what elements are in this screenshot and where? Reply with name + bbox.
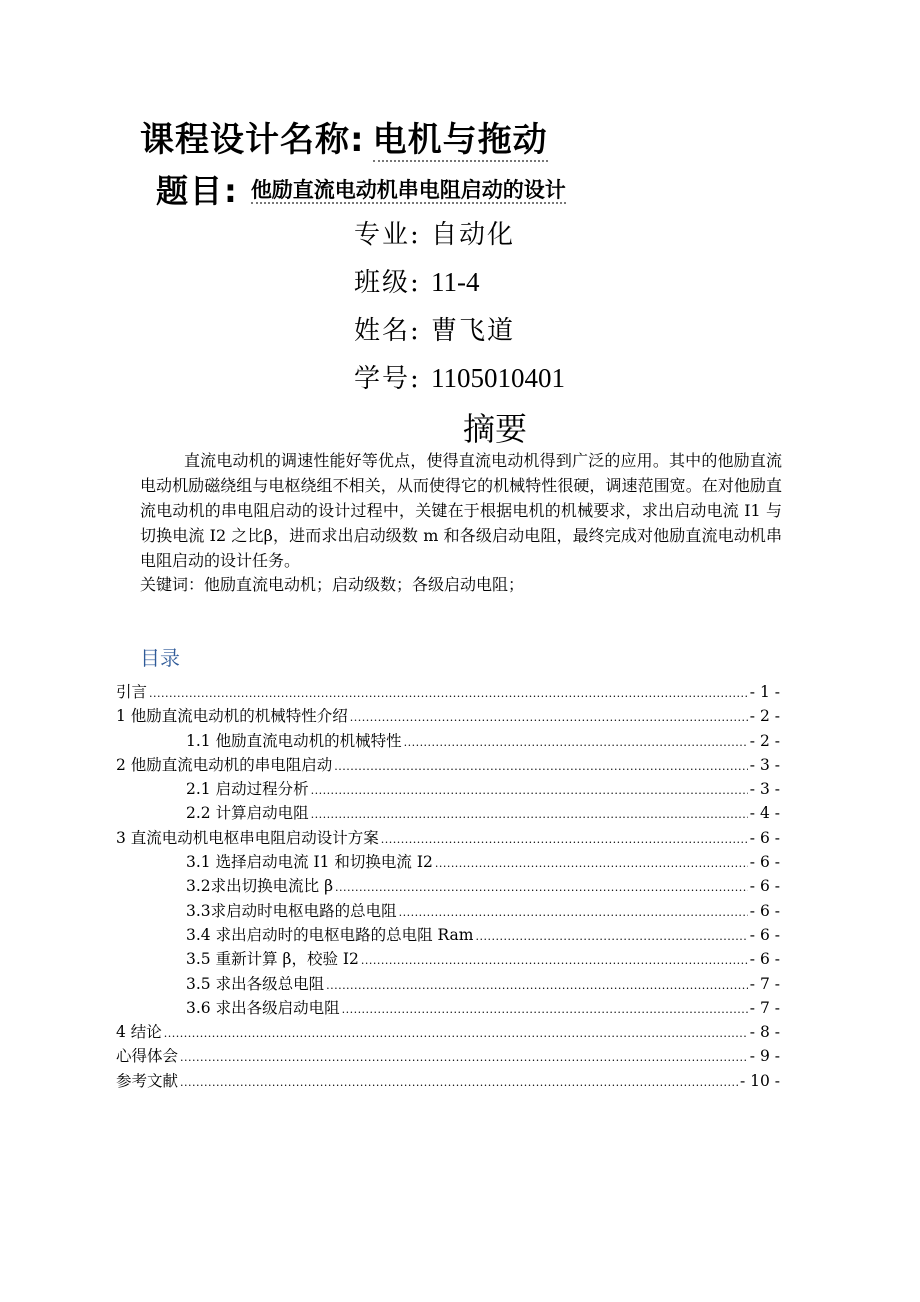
toc-entry-page: - 1 - [749,683,780,701]
info-value: 自动化 [431,220,516,250]
toc-entry[interactable] [116,826,780,850]
toc-entry[interactable] [116,947,780,971]
course-label: 课程设计名称: [140,120,365,160]
toc-dot-leader [311,808,748,821]
toc-entry[interactable] [116,972,780,996]
toc-entry-page: - 2 - [749,707,780,726]
toc-dot-leader [311,784,748,797]
toc-entry[interactable] [116,874,780,898]
toc-entry[interactable] [116,753,780,777]
toc-entry[interactable] [116,801,780,825]
toc-dot-leader [350,711,748,724]
toc-entry-page: - 10 - [739,1071,780,1090]
toc-entry-text: 引言 [116,683,148,701]
toc-dot-leader [404,736,748,749]
info-class [354,262,480,299]
toc-entry-page: - 3 - [749,780,780,799]
toc-entry-text: 3.2求出切换电流比 β [186,877,334,896]
toc-entry-text: 3.4 求出启动时的电枢电路的总电阻 Ram [186,925,474,944]
toc-entry-page: - 6 - [749,828,780,847]
toc-entry-page: - 2 - [749,731,780,750]
toc-entry-text: 3 直流电动机电枢串电阻启动设计方案 [116,828,379,847]
toc-dot-leader [475,930,747,943]
info-label: 姓名: [354,316,421,346]
toc-entry-page: - 7 - [749,998,780,1017]
toc-entry[interactable] [116,899,780,923]
info-major [354,214,515,251]
toc-entry[interactable] [116,680,780,704]
toc-entry-text: 3.1 选择启动电流 I1 和切换电流 I2 [186,853,433,872]
toc-entry[interactable] [116,729,780,753]
toc-entry-text: 1.1 他励直流电动机的机械特性 [186,731,402,750]
info-label: 专业: [354,220,421,250]
toc-entry-text: 2 他励直流电动机的串电阻启动 [116,755,333,774]
toc-entry-text: 1 他励直流电动机的机械特性介绍 [116,707,348,726]
toc-dot-leader [399,906,748,919]
toc-entry[interactable] [116,996,780,1020]
toc-entry[interactable] [116,850,780,874]
topic-label: 题目: [156,172,239,210]
info-value: 1105010401 [431,363,566,393]
toc-entry-page: - 4 - [749,804,780,823]
toc-entry[interactable] [116,777,780,801]
info-value: 11-4 [431,267,480,297]
toc-entry-page: - 7 - [749,974,780,993]
toc-dot-leader [326,979,748,992]
abstract-keywords: 关键词：他励直流电动机；启动级数；各级启动电阻； [140,575,525,594]
toc-entry-text: 2.1 启动过程分析 [186,780,309,799]
toc-entry-text: 4 结论 [116,1023,162,1042]
table-of-contents [116,680,780,1093]
toc-entry[interactable] [116,1020,780,1044]
info-name [354,310,515,347]
toc-dot-leader [149,687,748,700]
course-name: 电机与拖动 [372,120,548,160]
toc-entry-page: - 6 - [749,950,780,969]
toc-dot-leader [335,881,748,894]
toc-entry-page: - 8 - [749,1023,780,1042]
toc-dot-leader [164,1027,748,1040]
course-title [140,112,548,161]
info-label: 学号: [354,364,421,394]
toc-entry-page: - 6 - [749,853,780,872]
toc-title: 目录 [140,646,180,670]
toc-entry[interactable] [116,1044,780,1068]
toc-entry-text: 2.2 计算启动电阻 [186,804,309,823]
toc-entry-text: 参考文献 [116,1071,179,1090]
toc-dot-leader [381,833,748,846]
info-student-id [354,358,565,395]
abstract-body: 直流电动机的调速性能好等优点，使得直流电动机得到广泛的应用。其中的他励直流电动机励磁绕组与电枢绕组不相关，从而使得它的机械特性很硬，调速范围宽。在对他励直流电动机的串电阻启动的设计过程中，关键在于根据电机的机械要求，求出启动电流 I1 与切换电流 I2 之比β，进而求出启动级数 m 和各级启动电阻，最终完成对他励直流电动机串电阻启动的设计任务。 [140,451,782,570]
topic-title [156,166,566,212]
info-value: 曹飞道 [431,316,516,346]
toc-dot-leader [180,1076,738,1089]
toc-dot-leader [342,1003,748,1016]
topic-name: 他励直流电动机串电阻启动的设计 [250,178,566,202]
toc-entry-text: 3.3求启动时电枢电路的总电阻 [186,901,397,920]
toc-entry-text: 3.6 求出各级启动电阻 [186,998,340,1017]
toc-entry-page: - 6 - [749,901,780,920]
toc-entry-page: - 3 - [749,755,780,774]
toc-entry-text: 3.5 重新计算 β，校验 I2 [186,950,359,969]
toc-entry-page: - 6 - [749,877,780,896]
toc-entry-text: 3.5 求出各级总电阻 [186,974,325,993]
toc-entry[interactable] [116,1069,780,1093]
abstract-title: 摘要 [463,410,528,448]
toc-dot-leader [334,760,748,773]
toc-dot-leader [435,857,748,870]
toc-entry-page: - 9 - [749,1047,780,1066]
toc-entry[interactable] [116,704,780,728]
toc-dot-leader [361,954,748,967]
toc-entry-page: - 6 - [749,925,780,944]
toc-dot-leader [180,1051,748,1064]
toc-entry-text: 心得体会 [116,1047,179,1066]
toc-entry[interactable] [116,923,780,947]
info-label: 班级: [354,268,421,298]
